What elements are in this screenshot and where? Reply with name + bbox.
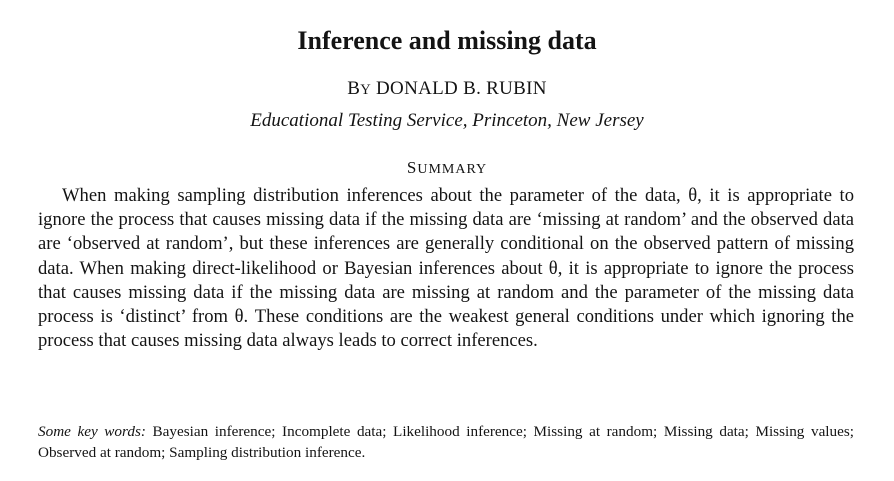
summary-heading (0, 158, 894, 180)
author-prefix-rest: Y (360, 82, 371, 98)
author-name: DONALD B. RUBIN (376, 78, 547, 99)
author-affiliation: Educational Testing Service, Princeton, New Jersey (250, 110, 644, 131)
author-prefix-initial: B (347, 78, 361, 99)
keywords-list: Bayesian inference; Incomplete data; Likelihood inference; Missing at random; Missing data; Missing values; Observed at random; Sampling distribution inference. (38, 423, 854, 461)
author-line (0, 77, 894, 102)
keywords-label: Some key words: (38, 423, 146, 440)
keywords-block (38, 421, 854, 463)
summary-heading-rest: UMMARY (417, 162, 488, 177)
summary-heading-initial: S (406, 158, 418, 177)
abstract-text: When making sampling distribution inferences about the parameter of the data, θ, it is appropriate to ignore the process that causes missing data if the missing data are ‘missing at random’ and the observed data are ‘observed at random’, but these inferences are generally conditional on the observed pattern of missing data. When making direct-likelihood or Bayesian inferences about θ, it is appropriate to ignore the process that causes missing data if the missing data are missing at random and the parameter of the missing data process is ‘distinct’ from θ. These conditions are the weakest general conditions under which ignoring the process that causes missing data always leads to correct inferences. (38, 185, 854, 352)
paper-title: Inference and missing data (297, 26, 597, 55)
